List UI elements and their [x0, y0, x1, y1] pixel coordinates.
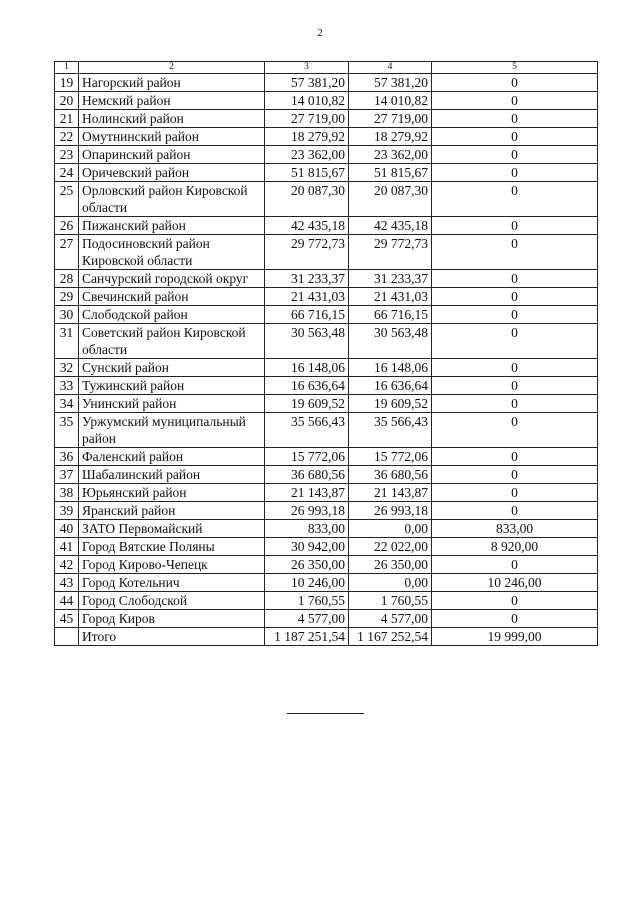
col-3-value: 19 609,52: [265, 395, 349, 413]
col-4-value: 4 577,00: [349, 610, 432, 628]
row-number: 26: [55, 217, 79, 235]
table-row: [55, 574, 598, 592]
total-col-3: 1 187 251,54: [265, 628, 349, 646]
district-name: Нагорский район: [79, 74, 265, 92]
col-3-value: 833,00: [265, 520, 349, 538]
col-3-value: 23 362,00: [265, 146, 349, 164]
district-name: Сунский район: [79, 359, 265, 377]
col-5-value: 0: [432, 359, 598, 377]
row-number: 29: [55, 288, 79, 306]
col-3-value: 51 815,67: [265, 164, 349, 182]
row-number: 25: [55, 182, 79, 217]
col-5-value: 0: [432, 377, 598, 395]
end-divider: [287, 713, 364, 714]
col-4-value: 16 148,06: [349, 359, 432, 377]
district-name: Унинский район: [79, 395, 265, 413]
table-row: [55, 324, 598, 359]
col-4-value: 29 772,73: [349, 235, 432, 270]
col-5-value: 0: [432, 182, 598, 217]
district-name: Немский район: [79, 92, 265, 110]
district-name: Город Слободской: [79, 592, 265, 610]
row-number: 31: [55, 324, 79, 359]
row-number: 20: [55, 92, 79, 110]
col-4-value: 22 022,00: [349, 538, 432, 556]
district-name: Шабалинский район: [79, 466, 265, 484]
row-number: 35: [55, 413, 79, 448]
col-4-value: 19 609,52: [349, 395, 432, 413]
district-name: Юрьянский район: [79, 484, 265, 502]
budget-table: [54, 61, 598, 646]
col-5-value: 0: [432, 484, 598, 502]
col-3-value: 4 577,00: [265, 610, 349, 628]
col-5-value: 0: [432, 217, 598, 235]
col-5-value: 0: [432, 610, 598, 628]
col-5-value: 0: [432, 128, 598, 146]
table-row: [55, 413, 598, 448]
table-row: [55, 164, 598, 182]
row-number: 21: [55, 110, 79, 128]
table-row: [55, 270, 598, 288]
table-row: [55, 92, 598, 110]
row-number: 40: [55, 520, 79, 538]
col-4-value: 0,00: [349, 520, 432, 538]
col-4-value: 30 563,48: [349, 324, 432, 359]
table-row: [55, 288, 598, 306]
header-col-3: 3: [265, 62, 349, 74]
col-5-value: 10 246,00: [432, 574, 598, 592]
col-3-value: 20 087,30: [265, 182, 349, 217]
col-4-value: 0,00: [349, 574, 432, 592]
col-5-value: 0: [432, 164, 598, 182]
table-row: [55, 592, 598, 610]
table-row: [55, 538, 598, 556]
table-row: [55, 235, 598, 270]
col-4-value: 42 435,18: [349, 217, 432, 235]
district-name: Город Вятские Поляны: [79, 538, 265, 556]
col-4-value: 66 716,15: [349, 306, 432, 324]
row-number: 38: [55, 484, 79, 502]
col-5-value: 0: [432, 502, 598, 520]
table-row: [55, 128, 598, 146]
col-4-value: 18 279,92: [349, 128, 432, 146]
table-row: [55, 484, 598, 502]
col-4-value: 15 772,06: [349, 448, 432, 466]
row-number: 23: [55, 146, 79, 164]
table-row: [55, 306, 598, 324]
col-4-value: 14 010,82: [349, 92, 432, 110]
col-3-value: 15 772,06: [265, 448, 349, 466]
district-name: ЗАТО Первомайский: [79, 520, 265, 538]
col-5-value: 0: [432, 146, 598, 164]
header-col-1: 1: [55, 62, 79, 74]
total-row: [55, 628, 598, 646]
col-3-value: 18 279,92: [265, 128, 349, 146]
col-3-value: 14 010,82: [265, 92, 349, 110]
col-5-value: 0: [432, 235, 598, 270]
table-row: [55, 556, 598, 574]
total-col-4: 1 167 252,54: [349, 628, 432, 646]
row-number: 27: [55, 235, 79, 270]
row-number: 28: [55, 270, 79, 288]
table-row: [55, 74, 598, 92]
col-3-value: 1 760,55: [265, 592, 349, 610]
table-row: [55, 448, 598, 466]
col-4-value: 23 362,00: [349, 146, 432, 164]
col-4-value: 36 680,56: [349, 466, 432, 484]
col-5-value: 8 920,00: [432, 538, 598, 556]
col-5-value: 0: [432, 413, 598, 448]
col-4-value: 21 431,03: [349, 288, 432, 306]
col-3-value: 36 680,56: [265, 466, 349, 484]
col-5-value: 0: [432, 270, 598, 288]
col-3-value: 31 233,37: [265, 270, 349, 288]
district-name: Санчурский городской округ: [79, 270, 265, 288]
col-5-value: 0: [432, 556, 598, 574]
table-row: [55, 520, 598, 538]
col-5-value: 833,00: [432, 520, 598, 538]
col-4-value: 57 381,20: [349, 74, 432, 92]
header-row: [55, 62, 598, 74]
col-3-value: 26 350,00: [265, 556, 349, 574]
col-3-value: 16 148,06: [265, 359, 349, 377]
col-4-value: 26 350,00: [349, 556, 432, 574]
row-number: 19: [55, 74, 79, 92]
page-number: 2: [317, 27, 323, 39]
row-number: 44: [55, 592, 79, 610]
district-name: Город Котельнич: [79, 574, 265, 592]
col-3-value: 27 719,00: [265, 110, 349, 128]
col-4-value: 35 566,43: [349, 413, 432, 448]
col-3-value: 42 435,18: [265, 217, 349, 235]
table-row: [55, 502, 598, 520]
district-name: Подосиновский район Кировской области: [79, 235, 265, 270]
district-name: Фаленский район: [79, 448, 265, 466]
col-4-value: 26 993,18: [349, 502, 432, 520]
col-4-value: 31 233,37: [349, 270, 432, 288]
district-name: Нолинский район: [79, 110, 265, 128]
row-number: 22: [55, 128, 79, 146]
table-row: [55, 110, 598, 128]
district-name: Тужинский район: [79, 377, 265, 395]
col-4-value: 21 143,87: [349, 484, 432, 502]
district-name: Омутнинский район: [79, 128, 265, 146]
col-3-value: 21 431,03: [265, 288, 349, 306]
col-5-value: 0: [432, 592, 598, 610]
row-number: 33: [55, 377, 79, 395]
table-row: [55, 395, 598, 413]
table-row: [55, 377, 598, 395]
district-name: Город Кирово-Чепецк: [79, 556, 265, 574]
col-3-value: 30 563,48: [265, 324, 349, 359]
district-name: Слободской район: [79, 306, 265, 324]
district-name: Пижанский район: [79, 217, 265, 235]
district-name: Город Киров: [79, 610, 265, 628]
col-5-value: 0: [432, 74, 598, 92]
col-5-value: 0: [432, 466, 598, 484]
table-row: [55, 146, 598, 164]
total-col-5: 19 999,00: [432, 628, 598, 646]
header-col-4: 4: [349, 62, 432, 74]
table-row: [55, 466, 598, 484]
row-number: 34: [55, 395, 79, 413]
row-number: 24: [55, 164, 79, 182]
table-row: [55, 359, 598, 377]
col-5-value: 0: [432, 448, 598, 466]
district-name: Уржумский муниципальный район: [79, 413, 265, 448]
row-number: 39: [55, 502, 79, 520]
col-3-value: 10 246,00: [265, 574, 349, 592]
header-col-5: 5: [432, 62, 598, 74]
col-3-value: 16 636,64: [265, 377, 349, 395]
table-row: [55, 182, 598, 217]
row-number: 36: [55, 448, 79, 466]
row-number: 43: [55, 574, 79, 592]
col-5-value: 0: [432, 395, 598, 413]
district-name: Орловский район Кировской области: [79, 182, 265, 217]
col-5-value: 0: [432, 288, 598, 306]
table-row: [55, 610, 598, 628]
row-number: 41: [55, 538, 79, 556]
col-3-value: 57 381,20: [265, 74, 349, 92]
total-label: Итого: [79, 628, 265, 646]
row-number: 32: [55, 359, 79, 377]
district-name: Советский район Кировской области: [79, 324, 265, 359]
col-5-value: 0: [432, 92, 598, 110]
col-3-value: 26 993,18: [265, 502, 349, 520]
row-number: 42: [55, 556, 79, 574]
header-col-2: 2: [79, 62, 265, 74]
row-number: 30: [55, 306, 79, 324]
district-name: Свечинский район: [79, 288, 265, 306]
col-3-value: 21 143,87: [265, 484, 349, 502]
col-3-value: 30 942,00: [265, 538, 349, 556]
col-3-value: 35 566,43: [265, 413, 349, 448]
district-name: Опаринский район: [79, 146, 265, 164]
row-number: 45: [55, 610, 79, 628]
col-4-value: 1 760,55: [349, 592, 432, 610]
col-5-value: 0: [432, 324, 598, 359]
col-4-value: 27 719,00: [349, 110, 432, 128]
row-number: 37: [55, 466, 79, 484]
col-5-value: 0: [432, 306, 598, 324]
col-3-value: 29 772,73: [265, 235, 349, 270]
district-name: Яранский район: [79, 502, 265, 520]
district-name: Оричевский район: [79, 164, 265, 182]
table-row: [55, 217, 598, 235]
col-4-value: 51 815,67: [349, 164, 432, 182]
col-3-value: 66 716,15: [265, 306, 349, 324]
col-5-value: 0: [432, 110, 598, 128]
col-4-value: 20 087,30: [349, 182, 432, 217]
col-4-value: 16 636,64: [349, 377, 432, 395]
